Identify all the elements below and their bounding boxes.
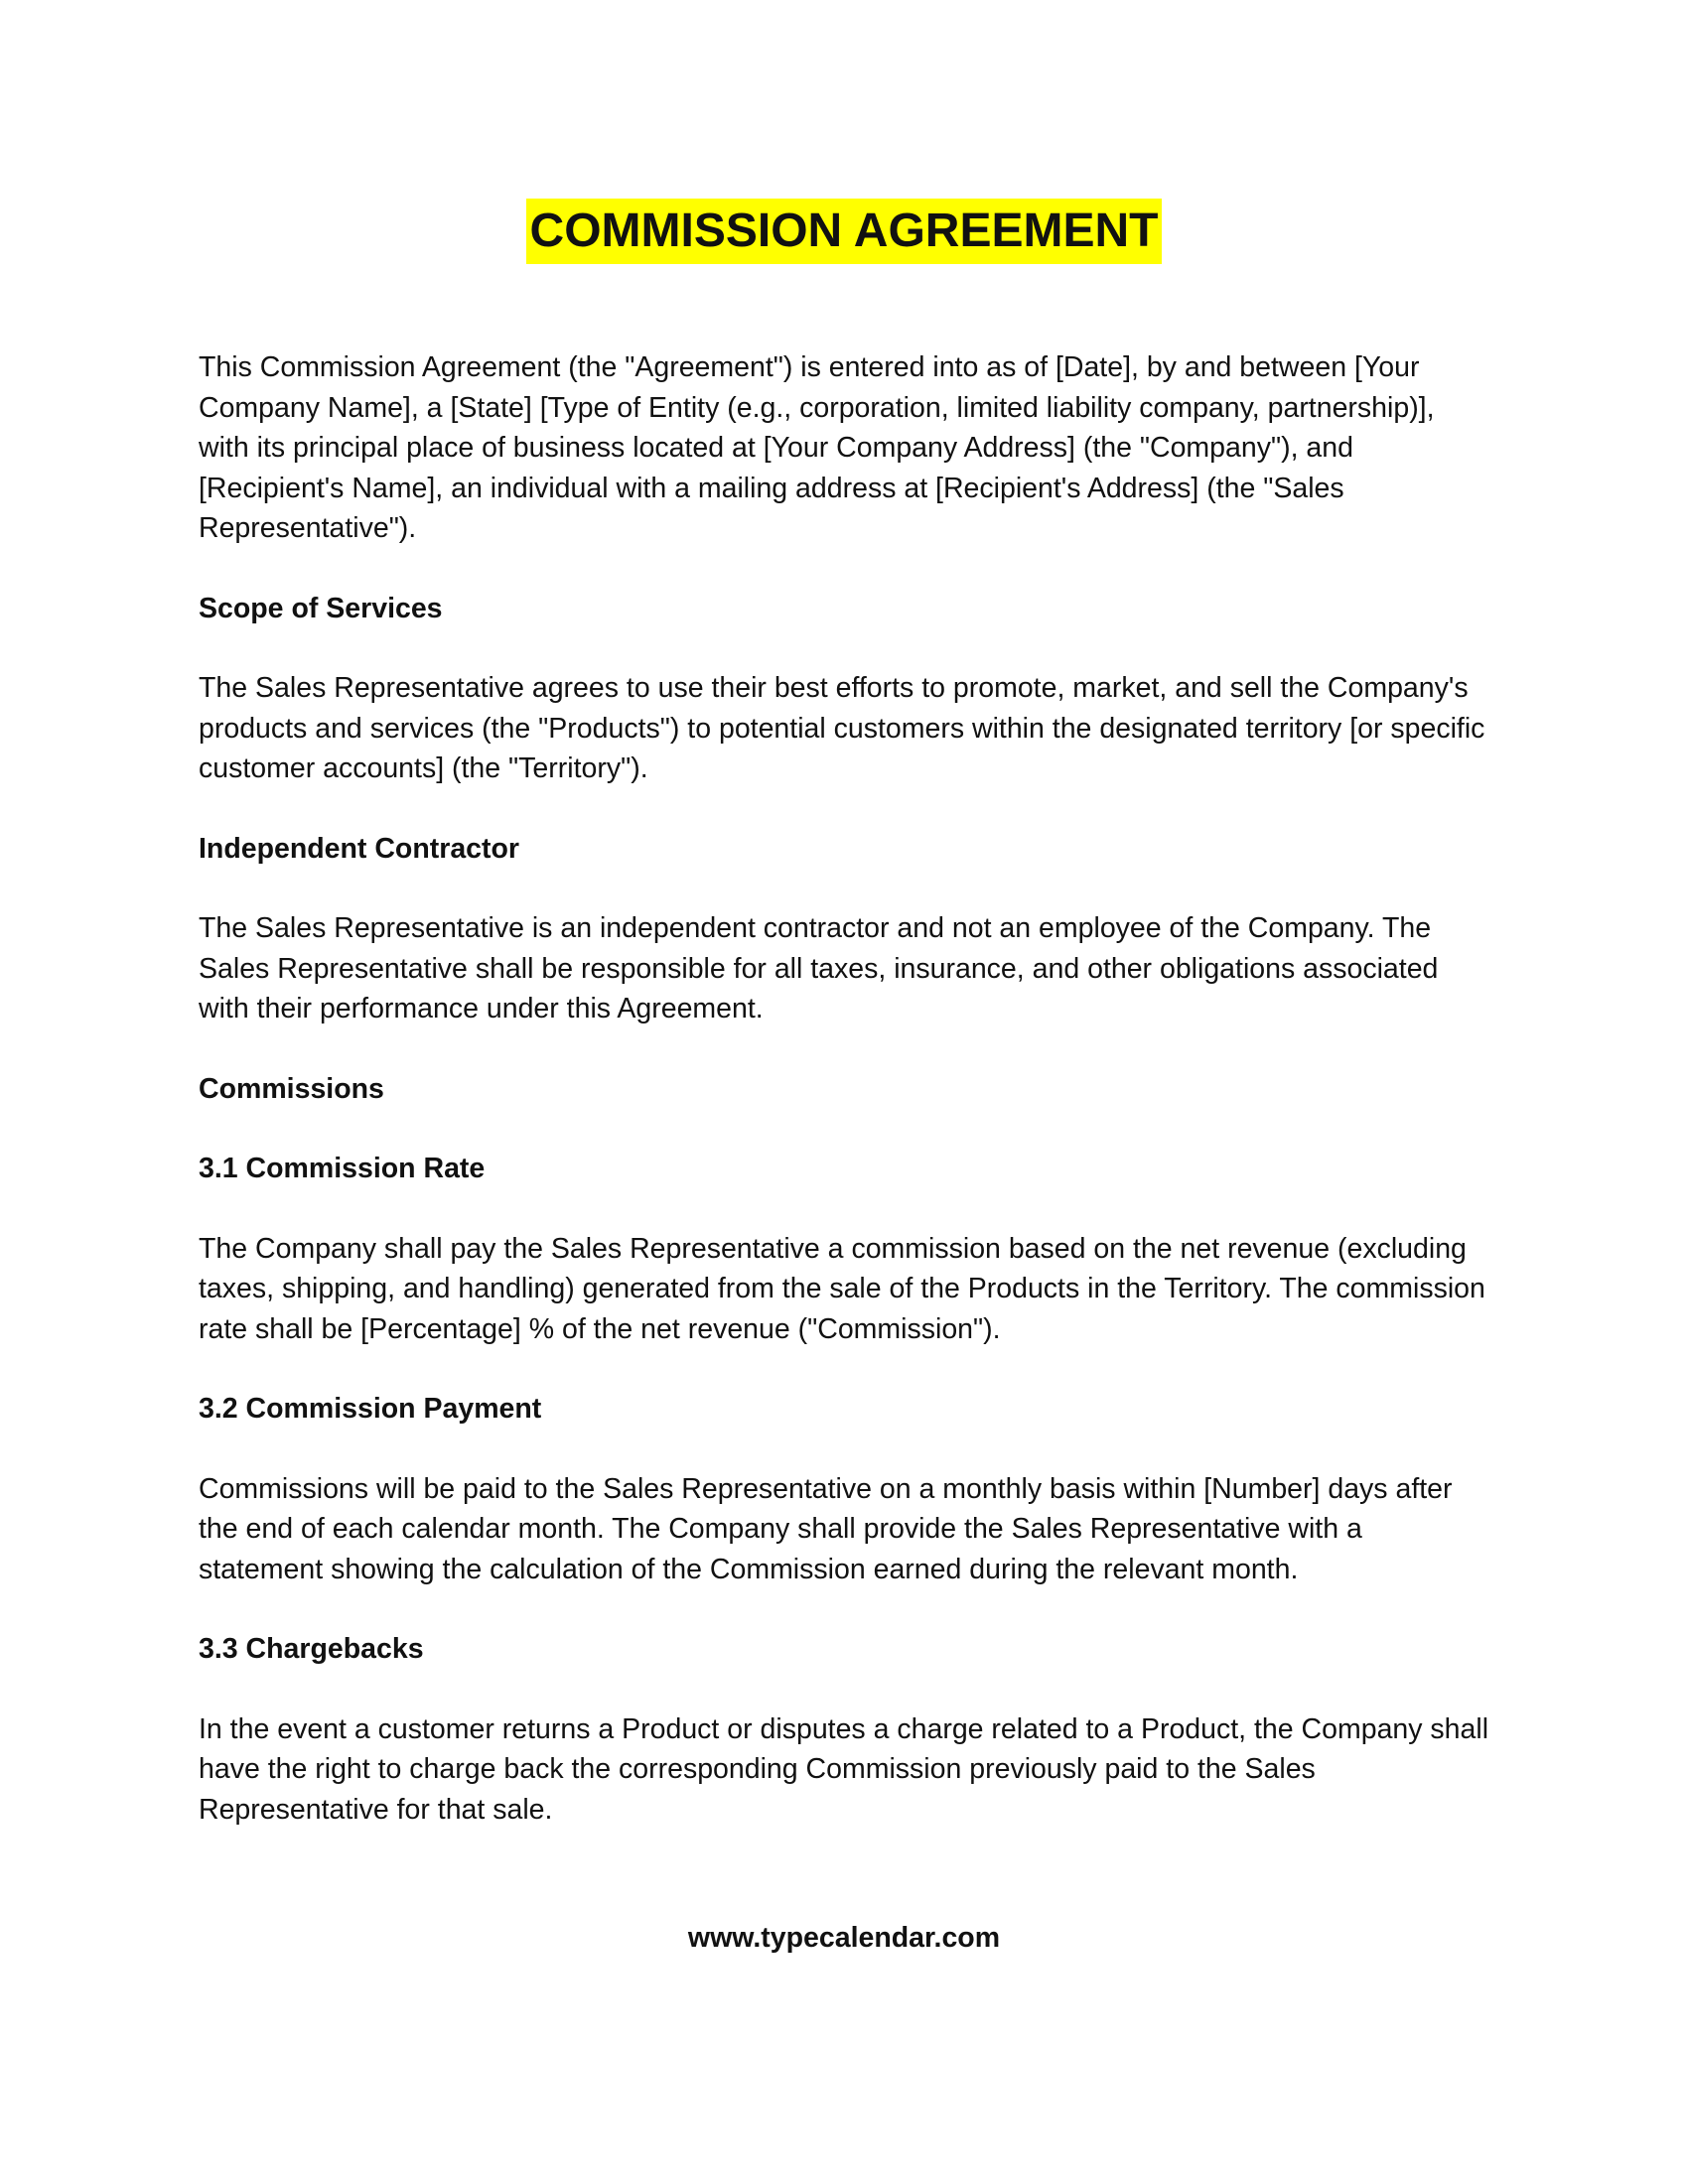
commission-rate-paragraph: The Company shall pay the Sales Representative a commission based on the net revenue (excluding taxes, shipping, and handling) generated from the sale of the Products in the Territory. The commission rate shall be [Percentage] % of the net revenue ("Commission").: [199, 1232, 1485, 1345]
footer-website: www.typecalendar.com: [687, 1922, 1001, 1954]
document-body: [199, 347, 1489, 1869]
contractor-paragraph: The Sales Representative is an independent contractor and not an employee of the Company. The Sales Representative shall be responsible for all taxes, insurance, and other obligations associated with their performance under this Agreement.: [199, 912, 1439, 1024]
commission-payment-paragraph: Commissions will be paid to the Sales Representative on a monthly basis within [Number] days after the end of each calendar month. The Company shall provide the Sales Representative with a statement showing the calculation of the Commission earned during the relevant month.: [199, 1472, 1453, 1585]
scope-heading: Scope of Services: [199, 592, 443, 624]
contractor-heading: Independent Contractor: [199, 832, 520, 865]
commission-payment-heading: 3.2 Commission Payment: [199, 1393, 542, 1425]
scope-paragraph: The Sales Representative agrees to use their best efforts to promote, market, and sell the Company's products and services (the "Products") to potential customers within the designated territory [or specific customer accounts] (the "Territory").: [199, 672, 1485, 784]
chargebacks-heading: 3.3 Chargebacks: [199, 1633, 424, 1665]
commissions-heading: Commissions: [199, 1072, 384, 1105]
intro-paragraph: This Commission Agreement (the "Agreement") is entered into as of [Date], by and between [Your Company Name], a [State] [Type of Entity (e.g., corporation, limited liability company, partnership)], with its principal place of business located at [Your Company Address] (the "Company"), and [Recipient's Name], an individual with a mailing address at [Recipient's Address] (the "Sales Representative").: [199, 351, 1435, 544]
document-title: COMMISSION AGREEMENT: [526, 199, 1163, 264]
title-container: [0, 199, 1688, 264]
chargebacks-paragraph: In the event a customer returns a Product or disputes a charge related to a Product, the Company shall have the right to charge back the corresponding Commission previously paid to the Sales Representative for that sale.: [199, 1712, 1489, 1826]
commission-rate-heading: 3.1 Commission Rate: [199, 1153, 486, 1184]
